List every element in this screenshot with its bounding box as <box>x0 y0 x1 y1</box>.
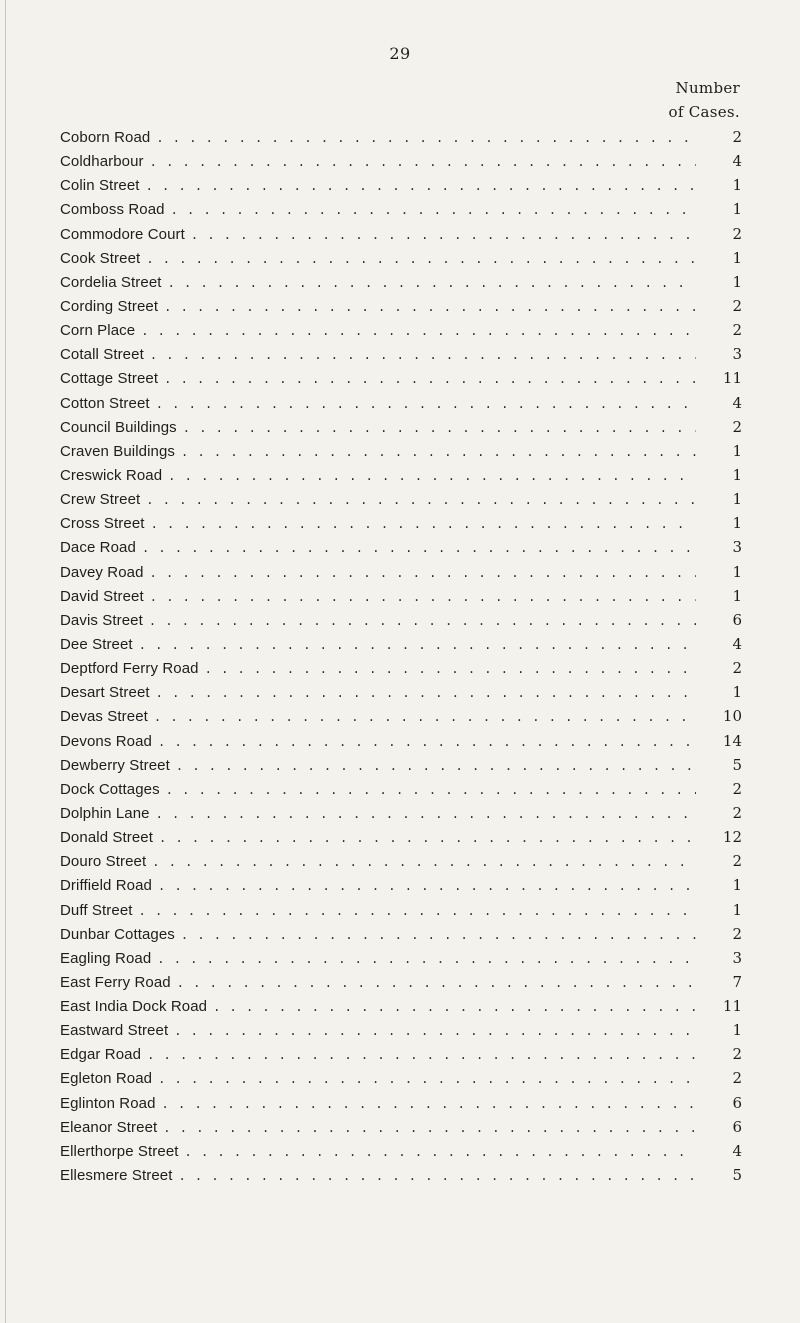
case-count: 2 <box>732 321 742 340</box>
list-item <box>60 125 760 149</box>
street-name: Duff Street <box>60 901 133 919</box>
street-name: Ellesmere Street <box>60 1167 173 1185</box>
page-edge-rule <box>5 0 6 1323</box>
list-item <box>60 729 760 753</box>
street-case-list <box>60 125 760 1187</box>
case-count: 1 <box>732 272 742 291</box>
street-name: Cordelia Street <box>60 273 162 291</box>
list-item <box>60 608 760 632</box>
list-item <box>60 270 760 294</box>
list-item <box>60 680 760 704</box>
street-name: Devas Street <box>60 708 148 726</box>
list-item <box>60 970 760 994</box>
street-name: Dunbar Cottages <box>60 925 175 943</box>
case-count: 4 <box>732 393 742 412</box>
dot-leader <box>163 1116 696 1140</box>
street-name: Eastward Street <box>60 1022 169 1040</box>
list-item <box>60 391 760 415</box>
street-name: Dee Street <box>60 635 133 653</box>
case-count: 14 <box>722 731 742 750</box>
street-name: Deptford Ferry Road <box>60 660 199 678</box>
list-item <box>60 1091 760 1115</box>
dot-leader <box>150 150 696 174</box>
dot-leader <box>142 536 696 560</box>
street-name: Cottage Street <box>60 370 159 388</box>
list-item <box>60 946 760 970</box>
case-count: 2 <box>732 852 742 871</box>
list-item <box>60 318 760 342</box>
street-name: Council Buildings <box>60 418 177 436</box>
street-name: Edgar Road <box>60 1046 142 1064</box>
case-count: 2 <box>732 224 742 243</box>
street-name: Dock Cottages <box>60 780 160 798</box>
case-count: 1 <box>732 200 742 219</box>
case-count: 5 <box>732 755 742 774</box>
dot-leader <box>178 1164 696 1188</box>
street-name: Eleanor Street <box>60 1118 158 1136</box>
list-item <box>60 584 760 608</box>
case-count: 1 <box>732 900 742 919</box>
case-count: 1 <box>732 176 742 195</box>
list-item <box>60 342 760 366</box>
street-name: Desart Street <box>60 684 150 702</box>
dot-leader <box>168 464 696 488</box>
street-name: Donald Street <box>60 829 154 847</box>
dot-leader <box>185 1140 696 1164</box>
list-item <box>60 777 760 801</box>
list-item <box>60 366 760 390</box>
street-name: Cross Street <box>60 515 145 533</box>
street-name: Dolphin Lane <box>60 804 150 822</box>
list-item <box>60 415 760 439</box>
case-count: 11 <box>722 997 742 1016</box>
case-count: 2 <box>732 417 742 436</box>
dot-leader <box>147 1043 696 1067</box>
case-count: 3 <box>732 948 742 967</box>
dot-leader <box>164 367 696 391</box>
case-count: 1 <box>732 876 742 895</box>
case-count: 4 <box>732 634 742 653</box>
dot-leader <box>150 585 696 609</box>
case-count: 1 <box>732 514 742 533</box>
dot-leader <box>158 874 696 898</box>
street-name: Cotton Street <box>60 394 150 412</box>
case-count: 2 <box>732 803 742 822</box>
list-item <box>60 1066 760 1090</box>
case-count: 3 <box>732 345 742 364</box>
case-count: 4 <box>732 152 742 171</box>
street-name: Coldharbour <box>60 153 144 171</box>
dot-leader <box>164 295 696 319</box>
dot-leader <box>191 223 696 247</box>
dot-leader <box>156 392 696 416</box>
street-name: East Ferry Road <box>60 973 171 991</box>
case-count: 1 <box>732 490 742 509</box>
street-name: Eglinton Road <box>60 1094 156 1112</box>
dot-leader <box>159 826 696 850</box>
street-name: Eagling Road <box>60 949 152 967</box>
dot-leader <box>213 995 696 1019</box>
list-item <box>60 656 760 680</box>
list-item <box>60 487 760 511</box>
list-item <box>60 753 760 777</box>
street-name: Corn Place <box>60 322 136 340</box>
list-item <box>60 149 760 173</box>
dot-leader <box>154 705 696 729</box>
case-count: 1 <box>732 465 742 484</box>
dot-leader <box>183 416 696 440</box>
list-item <box>60 873 760 897</box>
case-count: 2 <box>732 296 742 315</box>
case-count: 6 <box>732 1093 742 1112</box>
list-item <box>60 632 760 656</box>
street-name: Creswick Road <box>60 466 163 484</box>
case-count: 5 <box>732 1166 742 1185</box>
street-name: Dewberry Street <box>60 756 170 774</box>
list-item <box>60 1115 760 1139</box>
column-header-line2: of Cases. <box>668 103 740 121</box>
dot-leader <box>171 198 696 222</box>
list-item <box>60 1018 760 1042</box>
list-item <box>60 173 760 197</box>
dot-leader <box>151 512 696 536</box>
list-item <box>60 535 760 559</box>
dot-leader <box>181 923 696 947</box>
list-item <box>60 994 760 1018</box>
list-item <box>60 222 760 246</box>
case-count: 1 <box>732 248 742 267</box>
list-item <box>60 439 760 463</box>
page-number: 29 <box>389 44 411 63</box>
dot-leader <box>146 174 696 198</box>
dot-leader <box>181 440 696 464</box>
dot-leader <box>156 126 696 150</box>
dot-leader <box>152 850 696 874</box>
list-item <box>60 1042 760 1066</box>
street-name: Crew Street <box>60 491 141 509</box>
dot-leader <box>149 609 696 633</box>
dot-leader <box>176 754 696 778</box>
list-item <box>60 922 760 946</box>
case-count: 6 <box>732 610 742 629</box>
street-name: Dace Road <box>60 539 136 557</box>
list-item <box>60 825 760 849</box>
street-name: Commodore Court <box>60 225 185 243</box>
street-name: Driffield Road <box>60 877 153 895</box>
dot-leader <box>146 488 696 512</box>
case-count: 7 <box>732 972 742 991</box>
case-count: 3 <box>732 538 742 557</box>
case-count: 4 <box>732 1141 742 1160</box>
street-name: Cording Street <box>60 297 159 315</box>
case-count: 1 <box>732 562 742 581</box>
dot-leader <box>158 730 696 754</box>
case-count: 2 <box>732 1069 742 1088</box>
dot-leader <box>150 561 696 585</box>
street-name: Cook Street <box>60 249 141 267</box>
street-name: Devons Road <box>60 732 152 750</box>
list-item <box>60 294 760 318</box>
case-count: 2 <box>732 924 742 943</box>
list-item <box>60 849 760 873</box>
list-item <box>60 560 760 584</box>
dot-leader <box>157 947 696 971</box>
street-name: Davey Road <box>60 563 144 581</box>
case-count: 2 <box>732 128 742 146</box>
street-name: Douro Street <box>60 853 147 871</box>
list-item <box>60 197 760 221</box>
street-name: Colin Street <box>60 177 140 195</box>
street-name: Davis Street <box>60 611 143 629</box>
list-item <box>60 898 760 922</box>
dot-leader <box>156 681 696 705</box>
street-name: Cotall Street <box>60 346 144 364</box>
list-item <box>60 246 760 270</box>
dot-leader <box>156 802 696 826</box>
case-count: 2 <box>732 659 742 678</box>
case-count: 1 <box>732 441 742 460</box>
dot-leader <box>166 778 696 802</box>
dot-leader <box>158 1067 696 1091</box>
street-name: Comboss Road <box>60 201 165 219</box>
dot-leader <box>174 1019 696 1043</box>
list-item <box>60 511 760 535</box>
dot-leader <box>146 247 696 271</box>
case-count: 2 <box>732 779 742 798</box>
dot-leader <box>141 319 696 343</box>
dot-leader <box>177 971 696 995</box>
street-name: Egleton Road <box>60 1070 153 1088</box>
case-count: 1 <box>732 1021 742 1040</box>
dot-leader <box>150 343 696 367</box>
street-name: Coborn Road <box>60 129 151 146</box>
street-name: East India Dock Road <box>60 998 208 1016</box>
dot-leader <box>162 1092 696 1116</box>
list-item <box>60 801 760 825</box>
list-item <box>60 1139 760 1163</box>
dot-leader <box>205 657 696 681</box>
dot-leader <box>139 633 696 657</box>
list-item <box>60 704 760 728</box>
street-name: David Street <box>60 587 144 605</box>
case-count: 2 <box>732 1045 742 1064</box>
case-count: 10 <box>722 707 742 726</box>
street-name: Ellerthorpe Street <box>60 1142 179 1160</box>
column-header-line1: Number <box>675 79 740 97</box>
case-count: 6 <box>732 1117 742 1136</box>
list-item <box>60 1163 760 1187</box>
case-count: 1 <box>732 586 742 605</box>
list-item <box>60 463 760 487</box>
case-count: 12 <box>722 828 742 847</box>
street-name: Craven Buildings <box>60 442 175 460</box>
column-header <box>620 76 740 124</box>
dot-leader <box>139 899 696 923</box>
case-count: 11 <box>722 369 742 388</box>
dot-leader <box>168 271 696 295</box>
case-count: 1 <box>732 683 742 702</box>
